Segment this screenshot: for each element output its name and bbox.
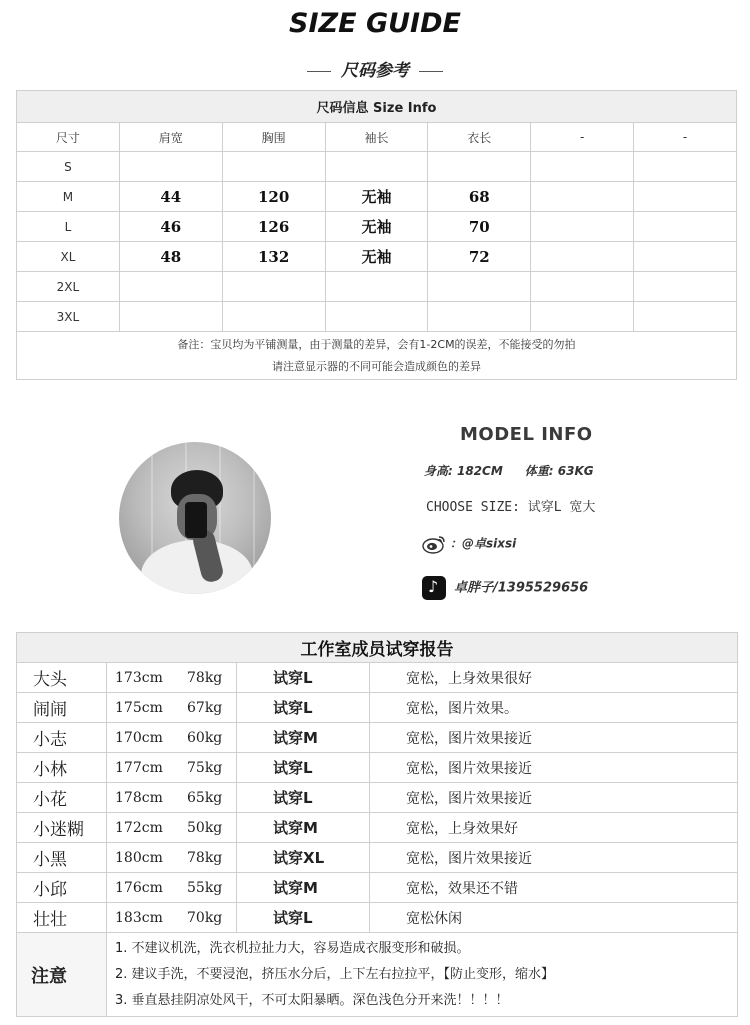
member-size: 试穿M [237,723,370,753]
member-measurements [107,783,237,813]
table-row [17,843,738,873]
notice-label: 注意 [17,933,107,1017]
size-cell: 126 [222,212,325,242]
member-size: 试穿M [237,813,370,843]
member-weight: 78kg [187,669,223,686]
size-cell [428,272,531,302]
member-feedback: 宽松，图片效果接近 [370,783,738,813]
member-size: 试穿L [237,693,370,723]
size-cell: 46 [119,212,222,242]
care-instruction: 2. 建议手洗，不要浸泡，挤压水分后，上下左右拉拉平，【防止变形，缩水】 [115,966,555,982]
member-feedback: 宽松，图片效果接近 [370,723,738,753]
table-row [17,903,738,933]
size-cell: 无袖 [325,182,428,212]
size-cell [428,302,531,332]
size-note [17,332,737,380]
care-instruction: 1. 不建议机洗，洗衣机拉扯力大，容易造成衣服变形和破损。 [115,940,470,956]
member-feedback: 宽松，上身效果好 [370,813,738,843]
size-cell [325,152,428,182]
size-cell: 132 [222,242,325,272]
member-feedback: 宽松休闲 [370,903,738,933]
member-feedback: 宽松，图片效果接近 [370,753,738,783]
care-instruction: 3. 垂直悬挂阴凉处风干，不可太阳暴晒。深色浅色分开来洗！！！！ [115,992,509,1008]
member-height: 176cm [115,879,163,896]
size-cell [531,152,634,182]
size-cell [634,242,737,272]
douyin-handle: 卓胖子/1395529656 [454,580,589,596]
member-feedback: 宽松，图片效果。 [370,693,738,723]
size-row [17,152,737,182]
column-header: 尺寸 [17,123,120,152]
member-measurements [107,663,237,693]
size-cell [428,152,531,182]
member-measurements [107,903,237,933]
member-size: 试穿L [237,783,370,813]
size-cell [325,272,428,302]
member-height: 170cm [115,729,163,746]
member-name: 大头 [17,663,107,693]
member-size: 试穿L [237,903,370,933]
model-measurements [424,462,616,479]
member-measurements [107,873,237,903]
size-label: 2XL [17,272,120,302]
size-cell [325,302,428,332]
page-title: SIZE GUIDE [289,8,461,39]
member-feedback: 宽松，上身效果很好 [370,663,738,693]
member-name: 壮壮 [17,903,107,933]
table-row [17,873,738,903]
size-table [16,90,737,380]
member-height: 172cm [115,819,163,836]
size-row [17,302,737,332]
member-weight: 75kg [187,759,223,776]
weibo-handle: ：@卓sixsi [450,536,517,551]
size-row [17,212,737,242]
table-row [17,753,738,783]
member-height: 173cm [115,669,163,686]
member-weight: 78kg [187,849,223,866]
member-name: 小志 [17,723,107,753]
member-weight: 55kg [187,879,223,896]
size-cell [531,242,634,272]
member-size: 试穿L [237,753,370,783]
page-subtitle [0,56,750,81]
size-cell: 44 [119,182,222,212]
note-line: 请注意显示器的不同可能会造成颜色的差异 [272,359,481,373]
member-size: 试穿M [237,873,370,903]
size-label: 3XL [17,302,120,332]
note-line: 备注：宝贝均为平铺测量，由于测量的差异，会有1-2CM的误差，不能接受的勿拍 [177,337,576,351]
weibo-contact [422,534,516,554]
table-row [17,693,738,723]
size-table-header-row [17,123,737,152]
size-cell [634,152,737,182]
divider [307,71,331,72]
size-cell [222,302,325,332]
size-cell [634,212,737,242]
size-table-caption: 尺码信息 Size Info [17,91,737,123]
model-choose-size: CHOOSE SIZE: 试穿L 宽大 [426,500,596,515]
member-name: 小黑 [17,843,107,873]
douyin-contact [422,576,588,600]
size-cell [634,182,737,212]
column-header: 肩宽 [119,123,222,152]
table-row [17,723,738,753]
column-header: 袖长 [325,123,428,152]
size-cell [119,152,222,182]
size-cell [634,272,737,302]
size-cell: 70 [428,212,531,242]
size-cell: 无袖 [325,212,428,242]
divider [419,71,443,72]
size-cell: 48 [119,242,222,272]
size-cell [119,272,222,302]
size-label: XL [17,242,120,272]
size-row [17,182,737,212]
size-cell [531,302,634,332]
member-feedback: 宽松，效果还不错 [370,873,738,903]
model-height: 身高: 182CM [424,464,503,478]
table-row [17,813,738,843]
member-measurements [107,813,237,843]
size-cell [119,302,222,332]
member-height: 177cm [115,759,163,776]
size-row [17,242,737,272]
size-label: L [17,212,120,242]
member-feedback: 宽松，图片效果接近 [370,843,738,873]
member-weight: 67kg [187,699,223,716]
table-row [17,663,738,693]
care-instructions [107,933,738,1017]
size-cell [222,272,325,302]
model-avatar [119,442,271,594]
column-header: - [634,123,737,152]
size-label: M [17,182,120,212]
size-cell [634,302,737,332]
member-weight: 60kg [187,729,223,746]
member-height: 183cm [115,909,163,926]
model-info-title: MODEL INFO [460,424,593,445]
size-cell [531,272,634,302]
report-title: 工作室成员试穿报告 [17,633,738,663]
size-cell: 无袖 [325,242,428,272]
table-row [17,783,738,813]
subtitle-text: 尺码参考 [341,61,409,81]
member-measurements [107,753,237,783]
member-name: 小花 [17,783,107,813]
notice-row [17,933,738,1017]
member-height: 178cm [115,789,163,806]
member-name: 闹闹 [17,693,107,723]
size-cell: 72 [428,242,531,272]
size-cell: 68 [428,182,531,212]
size-cell [531,212,634,242]
column-header: - [531,123,634,152]
size-cell: 120 [222,182,325,212]
model-weight: 体重: 63KG [524,464,594,478]
member-name: 小林 [17,753,107,783]
column-header: 衣长 [428,123,531,152]
douyin-icon [422,576,446,600]
member-weight: 70kg [187,909,223,926]
member-height: 175cm [115,699,163,716]
size-row [17,272,737,302]
size-cell [222,152,325,182]
member-measurements [107,843,237,873]
member-height: 180cm [115,849,163,866]
member-size: 试穿XL [237,843,370,873]
member-measurements [107,693,237,723]
member-measurements [107,723,237,753]
column-header: 胸围 [222,123,325,152]
member-name: 小邱 [17,873,107,903]
member-weight: 65kg [187,789,223,806]
fitting-report-table [16,632,738,1017]
member-name: 小迷糊 [17,813,107,843]
weibo-icon [422,534,446,554]
member-weight: 50kg [187,819,223,836]
member-size: 试穿L [237,663,370,693]
size-label: S [17,152,120,182]
size-cell [531,182,634,212]
